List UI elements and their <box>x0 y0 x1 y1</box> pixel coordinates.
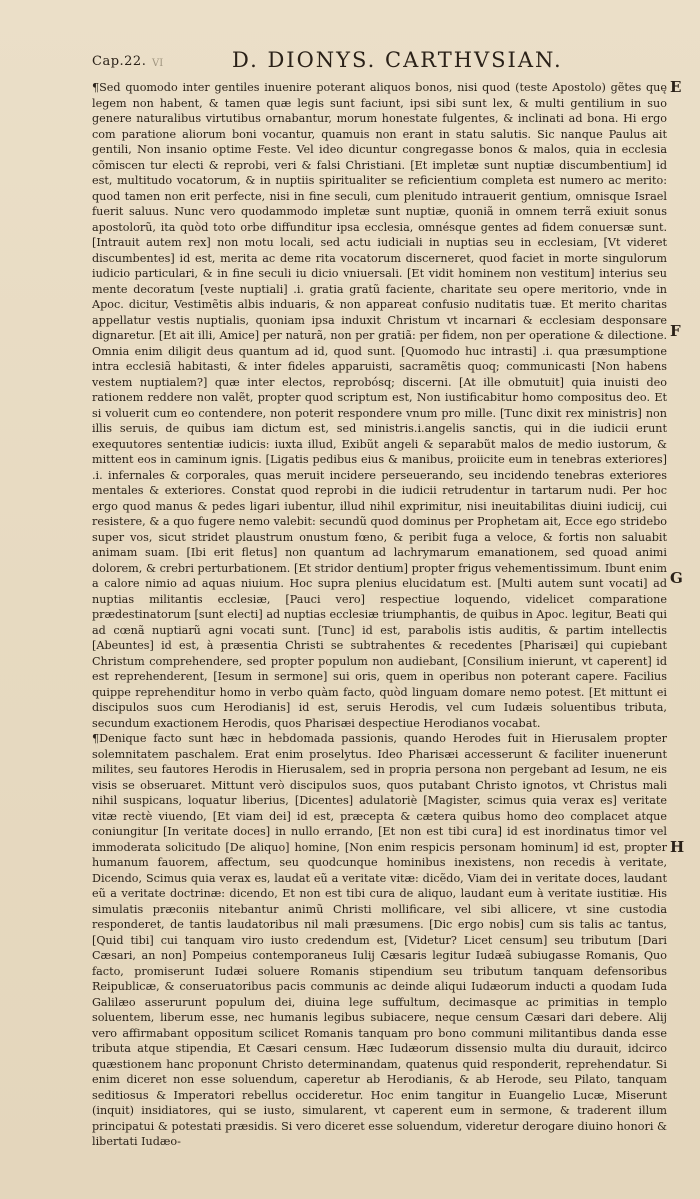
margin-letter-h: H <box>670 838 685 856</box>
paragraph-2: ¶Denique facto sunt hæc in hebdomada passionis, quando Herodes fuit in Hierusalem propter solemnitatem paschalem. Erat enim proselytus. Ideo Pharisæi accesserunt & faciliter inuenerunt milites, seu fautores Herodis in Hierusalem, sed in propria persona non pergebant ad Iesum, ne eis visis se obseruaret. Mittunt verò discipulos suos, quos putabant Christo ignotos, vt Christus mali nihil suspicans, loquatur liberius, [Dicentes] adulatoriè [Magister, scimus quia verax es] veritate vitæ rectè viuendo, [Et viam dei] id est, præcepta & cætera quibus homo deo complacet atque coniungitur [In veritate doces] in nullo errando, [Et non est tibi cura] id est inordinatus timor vel immoderata solicitudo [De aliquo] homine, [Non enim respicis personam hominum] id est, propter humanum fauorem, affectum, seu quodcunque hominibus inexistens, non recedis à veritate, Dicendo, Scimus quia verax es, laudat eũ a veritate vitæ: dicẽdo, Viam dei in veritate doces, laudant eũ a veritate doctrinæ: dicendo, Et non est tibi cura de aliquo, laudant eum à veritate iustitiæ. His simulatis præconiis nitebantur animũ Christi mollificare, vel sibi allicere, vt sine custodia responderet, de tantis laudatoribus nil mali præsumens. [Dic ergo nobis] cum sis talis ac tantus, [Quid tibi] cui tanquam viro iusto credendum est, [Videtur? Licet censum] seu tributum [Dari Cæsari, an non] Pompeius contemporaneus Iulij Cæsaris legitur Iudæã subiugasse Romanis, Quo facto, promiserunt Iudæi soluere Romanis stipendium seu tributum tanquam defensoribus Reipublicæ, & conseruatoribus pacis communis ac deinde aliqui Iudæorum inducti a quodam Iuda Galilæo asserurunt populum dei, diuina lege suffultum, decimasque ac primitias in templo soluentem, liberum esse, nec humanis legibus subiacere, neque censum Cæsari dari debere. Alij vero affirmabant oppositum scilicet Romanis tanquam pro bono communi militantibus danda esse tributa atque stipendia, Et Cæsari censum. Hæc Iudæorum dissensio multa diu durauit, idcirco quæstionem hanc proponunt Christo determinandam, quatenus quid responderit, reprehendatur. Si enim diceret non esse soluendum, caperetur ab Herodianis, & ab Herode, seu Pilato, tanquam seditiosus & Imperatori rebellus occideretur. Hoc enim tangitur in Euangelio Lucæ, Miserunt (inquit) insidiatores, qui se iusto, simularent, vt caperent eum in sermone, & traderent illum principatui & potestati præsidis. Si vero diceret esse soluendum, videretur derogare diuino honori & libertati Iudæo- <box>92 732 667 1148</box>
page-title: D. DIONYS. CARTHVSIAN. <box>232 48 563 72</box>
margin-letter-g: G <box>670 569 683 587</box>
margin-letter-e: E <box>670 78 682 96</box>
commentary-text <box>92 80 667 1150</box>
chapter-label: Cap.22. <box>92 54 147 69</box>
margin-letter-f: F <box>670 322 681 340</box>
faded-mark: VI <box>152 58 164 69</box>
page-header <box>92 50 692 80</box>
paragraph-1: ¶Sed quomodo inter gentiles inuenire poterant aliquos bonos, nisi quod (teste Apostolo) gẽtes quę legem non habent, & tamen quæ legis sunt faciunt, ipsi sibi sunt lex, & multi gentilium in suo genere naturalibus virtutibus ornabantur, morum honestate fulgentes, & inclinati ad bona. Hi ergo com paratione aliorum boni vocantur, quamuis non erant in statu salutis. Sic nanque Paulus ait gentili, Non insanio optime Feste. Vel ideo dicuntur congregasse bonos & malos, quia in ecclesia cõmiscen tur electi & reprobi, veri & falsi Christiani. [Et impletæ sunt nuptiæ discumbentium] id est, multitudo vocatorum, & in nuptiis spiritualiter se reficientium completa est numero ac merito: quod tamen non erit perfecte, nisi in fine seculi, cum plenitudo intrauerit gentium, omnisque Israel fuerit saluus. Nunc vero quodammodo impletæ sunt nuptiæ, quoniã in omnem terrã exiuit sonus apostolorũ, ita quòd toto orbe diffunditur ipsa ecclesia, omnésque gentes ad fidem conuersæ sunt. [Intrauit autem rex] non motu locali, sed actu iudiciali in nuptias seu in ecclesiam, [Vt videret discumbentes] id est, merita ac deme rita vocatorum discerneret, quod faciet in morte singulorum iudicio particulari, & in fine seculi iu dicio vniuersali. [Et vidit hominem non vestitum] interius seu mente decoratum [veste nuptiali] .i. gratia gratũ faciente, charitate seu opere meritorio, vnde in Apoc. dicitur, Vestimẽtis albis induaris, & non appareat confusio nuditatis tuæ. Et merito charitas appellatur vestis nuptialis, quoniam ipsa induxit Christum vt incarnari & ecclesiam desponsare dignaretur. [Et ait illi, Amice] per naturã, non per gratiã: per fidem, non per operatione & dilectione. Omnia enim diligit deus quantum ad id, quod sunt. [Quomodo huc intrasti] .i. qua præsumptione intra ecclesiã habitasti, & inter fideles apparuisti, sacramẽtis quoq; communicasti [Non habens vestem nuptialem?] quæ inter electos, reprobósq; discerni. [At ille obmutuit] quia inuisti deo rationem reddere non valẽt, propter quod scriptum est, Non iustificabitur homo compositus deo. Et si voluerit cum eo contendere, non poterit respondere vnum pro mille. [Tunc dixit rex ministris] non illis seruis, de quibus iam dictum est, sed ministris.i.angelis sanctis, qui in die iudicii erunt exequutores sententiæ iudicis: iuxta illud, Exibũt angeli & separabũt malos de medio iustorum, & mittent eos in caminum ignis. [Ligatis pedibus eius & manibus, proiicite eum in tenebras exteriores] .i. infernales & corporales, quas meruit incidere perseuerando, seu incidendo tenebras exteriores mentales & exteriores. Constat quod reprobi in die iudicii retrudentur in tartarum nudi. Per hoc ergo quod manus & pedes ligari iubentur, illud nihil exprimitur, nisi ineuitabilitas diuini iudicij, cui resistere, & a quo fugere nemo valebit: secundũ quod dominus per Prophetam ait, Ecce ego stridebo super vos, sicut stridet plaustrum onustum fœno, & peribit fuga a veloce, & fortis non saluabit animam suam. [Ibi erit fletus] non quantum ad lachrymarum emanationem, sed quoad animi dolorem, & crebri perturbationem. [Et stridor dentium] propter frigus vehementissimum. Ibunt enim a calore nimio ad aquas niuium. Hoc supra plenius elucidatum est. [Multi autem sunt vocati] ad nuptias militantis ecclesiæ, [Pauci vero] respectiue loquendo, videlicet comparatione prædestinatorum [sunt electi] ad nuptias ecclesiæ triumphantis, de quibus in Apoc. legitur, Beati qui ad cœnã nuptiarũ agni vocati sunt. [Tunc] id est, parabolis istis auditis, & partim intellectis [Abeuntes] id est, à præsentia Christi se subtrahentes & recedentes [Pharisæi] qui cupiebant Christum comprehendere, sed propter populum non audiebant, [Consilium inierunt, vt caperent] id est reprehenderent, [Iesum in sermone] sui oris, quem in operibus non poterant capere. Facilius quippe reprehenditur homo in verbo quàm facto, quòd linguam domare nemo potest. [Et mittunt ei discipulos suos cum Herodianis] id est, seruis Herodis, vel cum Iudæis soluentibus tributa, secundum exactionem Herodis, quos Pharisæi despectiue Herodianos vocabat. <box>92 81 667 730</box>
